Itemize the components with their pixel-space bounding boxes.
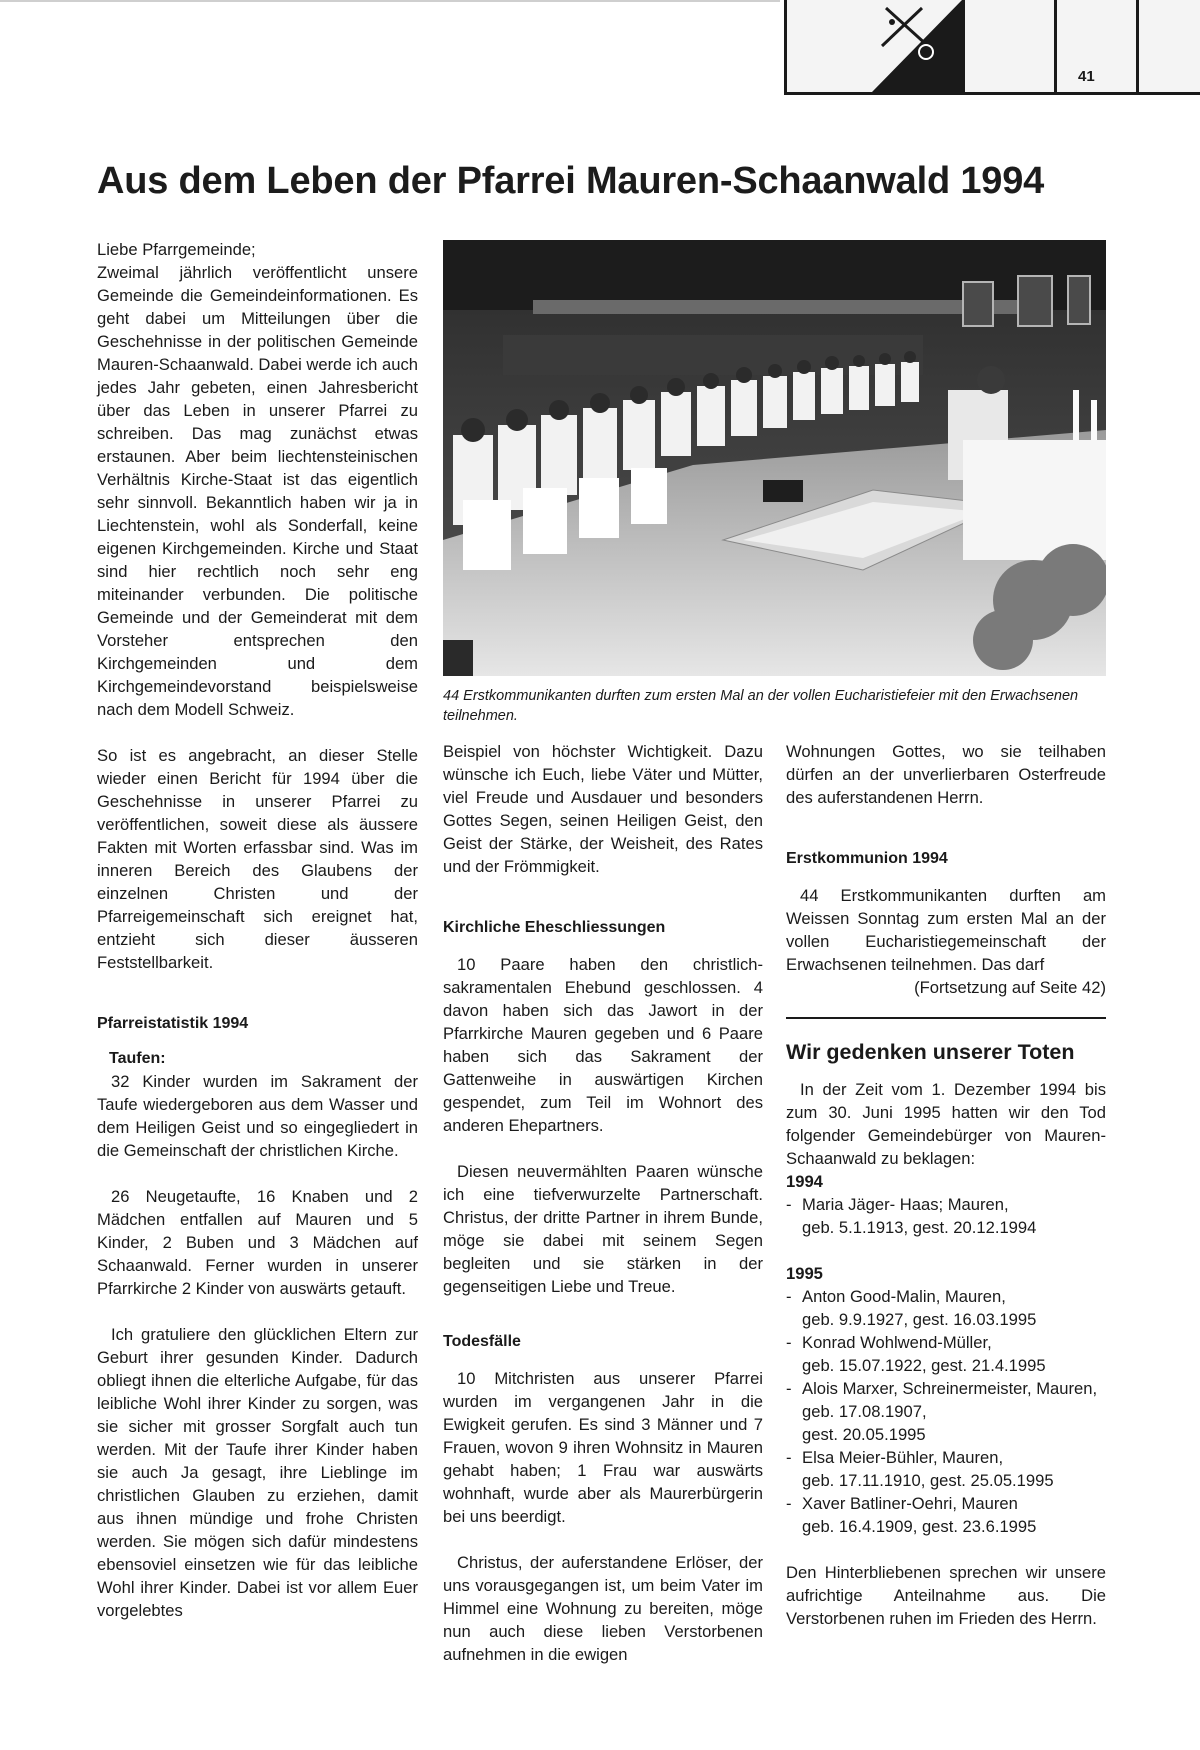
deceased-list-1994 <box>786 1193 1106 1239</box>
page-title: Aus dem Leben der Pfarrei Mauren-Schaanwald 1994 <box>97 160 1045 202</box>
parish-emblem-icon <box>872 0 962 92</box>
taufen-heading: Taufen: <box>109 1050 166 1067</box>
taufen-paragraph-3: Ich gratuliere den glücklichen Eltern zur Geburt ihrer gesunden Kinder. Dadurch obliegt ihnen die elterliche Aufgabe, für das leibliche Wohl ihrer Kinder zu sorgen, was sie sicher mit grosser Sorgfalt auch tun werden. Mit der Taufe ihrer Kinder haben sie auch Ja gesagt, ihre Lieblinge im christlichen Glauben zu erziehen, damit aus ihnen mündige und frohe Christen werden. Sie mögen sich dafür mindestens ebensoviel einsetzen wie für das leibliche Wohl ihrer Kinder. Dabei ist vor allem Euer vorgelebtes <box>97 1325 418 1620</box>
list-item: - Alois Marxer, Schreinermeister, Mauren, geb. 17.08.1907, gest. 20.05.1995 <box>786 1377 1106 1446</box>
tod-paragraph-2-continued: Wohnungen Gottes, wo sie teilhaben dürfen an der unverlierbaren Osterfreude des auferstandenen Herrn. <box>786 742 1106 807</box>
column-2 <box>443 740 763 1666</box>
erstkommunion-heading: Erstkommunion 1994 <box>786 850 948 867</box>
tod-paragraph-1: 10 Mitchristen aus unserer Pfarrei wurden im vergangenen Jahr in die Ewigkeit gerufen. Es sind 3 Männer und 7 Frauen, wovon 9 ihren Wohnsitz in Mauren gehabt haben; 1 Frau war auswärts wohnhaft, wurde aber als Maurerbürgerin bei uns beerdigt. <box>443 1369 763 1526</box>
year-1994: 1994 <box>786 1172 823 1191</box>
taufen-paragraph-1: 32 Kinder wurden im Sakrament der Taufe wiedergeboren aus dem Wasser und dem Heiligen Geist und so eingegliedert in die Gemeinschaft der christlichen Kirche. <box>97 1072 418 1160</box>
continuation-note: (Fortsetzung auf Seite 42) <box>914 978 1106 997</box>
taufen-paragraph-3-continued: Beispiel von höchster Wichtigkeit. Dazu wünsche ich Euch, liebe Väter und Mütter, viel Freude und Ausdauer und besonders Gottes Segen, seinen Heiligen Geist, den Geist der Stärke, der Weisheit, des Rates und der Frömmigkeit. <box>443 742 763 876</box>
memorial-heading: Wir gedenken unserer Toten <box>786 1040 1075 1064</box>
memorial-closing: Den Hinterbliebenen sprechen wir unsere aufrichtige Anteilnahme aus. Die Verstorbenen ruhen im Frieden des Herrn. <box>786 1563 1106 1628</box>
header-cell <box>784 0 872 92</box>
column-1 <box>97 238 418 1622</box>
tod-paragraph-2: Christus, der auferstandene Erlöser, der uns vorausgegangen ist, um beim Vater im Himmel eine Wohnung zu bereiten, möge nun auch diese lieben Verstorbenen aufnehmen in die ewigen <box>443 1553 763 1664</box>
erstkommunion-paragraph: 44 Erstkommunikanten durften am Weissen Sonntag zum ersten Mal an der vollen Eucharistiegemeinschaft der Erwachsenen teilnehmen. Das darf <box>786 886 1106 974</box>
header-cell <box>1136 0 1200 92</box>
list-item: - Konrad Wohlwend-Müller, geb. 15.07.1922, gest. 21.4.1995 <box>786 1331 1106 1377</box>
intro-paragraph-2: So ist es angebracht, an dieser Stelle wieder einen Bericht für 1994 über die Geschehnisse in unserer Pfarrei zu veröffentlichen, soweit diese als äussere Fakten mit Worten erfassbar sind. Was im inneren Bereich des Glaubens der einzelnen Christen und der Pfarreigemeinschaft sich ereignet hat, entzieht sich dieser äusseren Feststellbarkeit. <box>97 746 418 972</box>
list-item: - Anton Good-Malin, Mauren, geb. 9.9.1927, gest. 16.03.1995 <box>786 1285 1106 1331</box>
list-item: - Maria Jäger- Haas; Mauren, geb. 5.1.1913, gest. 20.12.1994 <box>786 1193 1106 1239</box>
ehe-heading: Kirchliche Eheschliessungen <box>443 919 666 936</box>
salutation: Liebe Pfarrgemeinde; <box>97 240 256 259</box>
tod-heading: Todesfälle <box>443 1333 521 1350</box>
section-divider <box>786 1017 1106 1019</box>
photo-caption: 44 Erstkommunikanten durften zum ersten Mal an der vollen Eucharistiefeier mit den Erwachsenen teilnehmen. <box>443 688 1079 724</box>
column-3 <box>786 740 1106 1630</box>
ehe-paragraph-1: 10 Paare haben den christlich-sakramentalen Ehebund geschlossen. 4 davon haben sich das Jawort in der Pfarrkirche Mauren gegeben und 6 Paare haben sich das Sakrament der Gattenweihe in auswärtigen Kirchen gespendet, zum Teil im Wohnort des anderen Ehepartners. <box>443 955 763 1135</box>
list-item: - Elsa Meier-Bühler, Mauren, geb. 17.11.1910, gest. 25.05.1995 <box>786 1446 1106 1492</box>
memorial-intro: In der Zeit vom 1. Dezember 1994 bis zum 30. Juni 1995 hatten wir den Tod folgender Gemeindebürger von Mauren-Schaanwald zu beklagen: <box>786 1080 1106 1168</box>
deceased-list-1995 <box>786 1285 1106 1538</box>
list-item: - Xaver Batliner-Oehri, Mauren geb. 16.4.1909, gest. 23.6.1995 <box>786 1492 1106 1538</box>
ehe-paragraph-2: Diesen neuvermählten Paaren wünsche ich eine tiefverwurzelte Partnerschaft. Christus, der dritte Partner in ihrem Bunde, möge sie dabei mit seinem Segen begleiten und sie stärken in der gegenseitigen Liebe und Treue. <box>443 1162 763 1296</box>
statistik-heading: Pfarreistatistik 1994 <box>97 1015 249 1032</box>
year-1995: 1995 <box>786 1264 823 1283</box>
header-rule <box>0 0 780 2</box>
header-cell <box>1054 0 1136 92</box>
page-number: 41 <box>1078 68 1095 85</box>
taufen-paragraph-2: 26 Neugetaufte, 16 Knaben und 2 Mädchen entfallen auf Mauren und 5 Kinder, 2 Buben und 3 Mädchen auf Schaanwald. Ferner wurden in unserer Pfarrkirche 2 Kinder von auswärts getauft. <box>97 1187 418 1298</box>
intro-paragraph-1: Zweimal jährlich veröffentlicht unsere Gemeinde die Gemeindeinformationen. Es geht dabei um Mitteilungen über die Geschehnisse in der politischen Gemeinde Mauren-Schaanwald. Dabei werde ich auch jedes Jahr gebeten, einen Jahresbericht über das Leben in unserer Pfarrei zu schreiben. Das mag zunächst etwas erstaunen. Aber beim liechtensteinischen Verhältnis Kirche-Staat ist das eigentlich sehr sinnvoll. Bekanntlich haben wir ja in Liechtenstein, wohl als Sonderfall, keine eigenen Kirchgemeinden. Kirche und Staat sind hier rechtlich noch sehr eng miteinander verbunden. Die politische Gemeinde und der Gemeinderat mit dem Vorsteher entsprechen den Kirchgemeinden und dem Kirchgemeindevorstand beispielsweise nach dem Modell Schweiz. <box>97 263 418 719</box>
header-cell <box>962 0 1054 92</box>
first-communion-photo <box>443 240 1106 676</box>
